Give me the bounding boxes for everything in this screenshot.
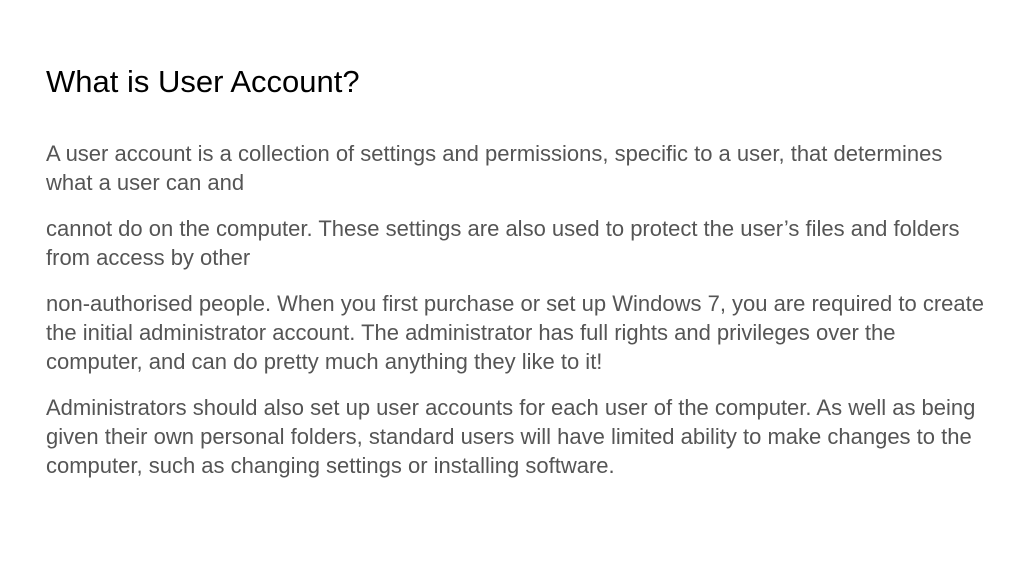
slide-body [46,139,986,497]
body-paragraph-2: cannot do on the computer. These settings are also used to protect the user’s files and folders from access by other [46,216,960,270]
body-paragraph-1: A user account is a collection of settings and permissions, specific to a user, that determines what a user can and [46,141,943,195]
body-paragraph-4: Administrators should also set up user accounts for each user of the computer. As well as being given their own personal folders, standard users will have limited ability to make changes to the computer, such as changing settings or installing software. [46,395,976,478]
body-paragraph-3: non-authorised people. When you first purchase or set up Windows 7, you are required to create the initial administrator account. The administrator has full rights and privileges over the computer, and can do pretty much anything they like to it! [46,291,984,374]
slide-title: What is User Account? [46,64,360,99]
